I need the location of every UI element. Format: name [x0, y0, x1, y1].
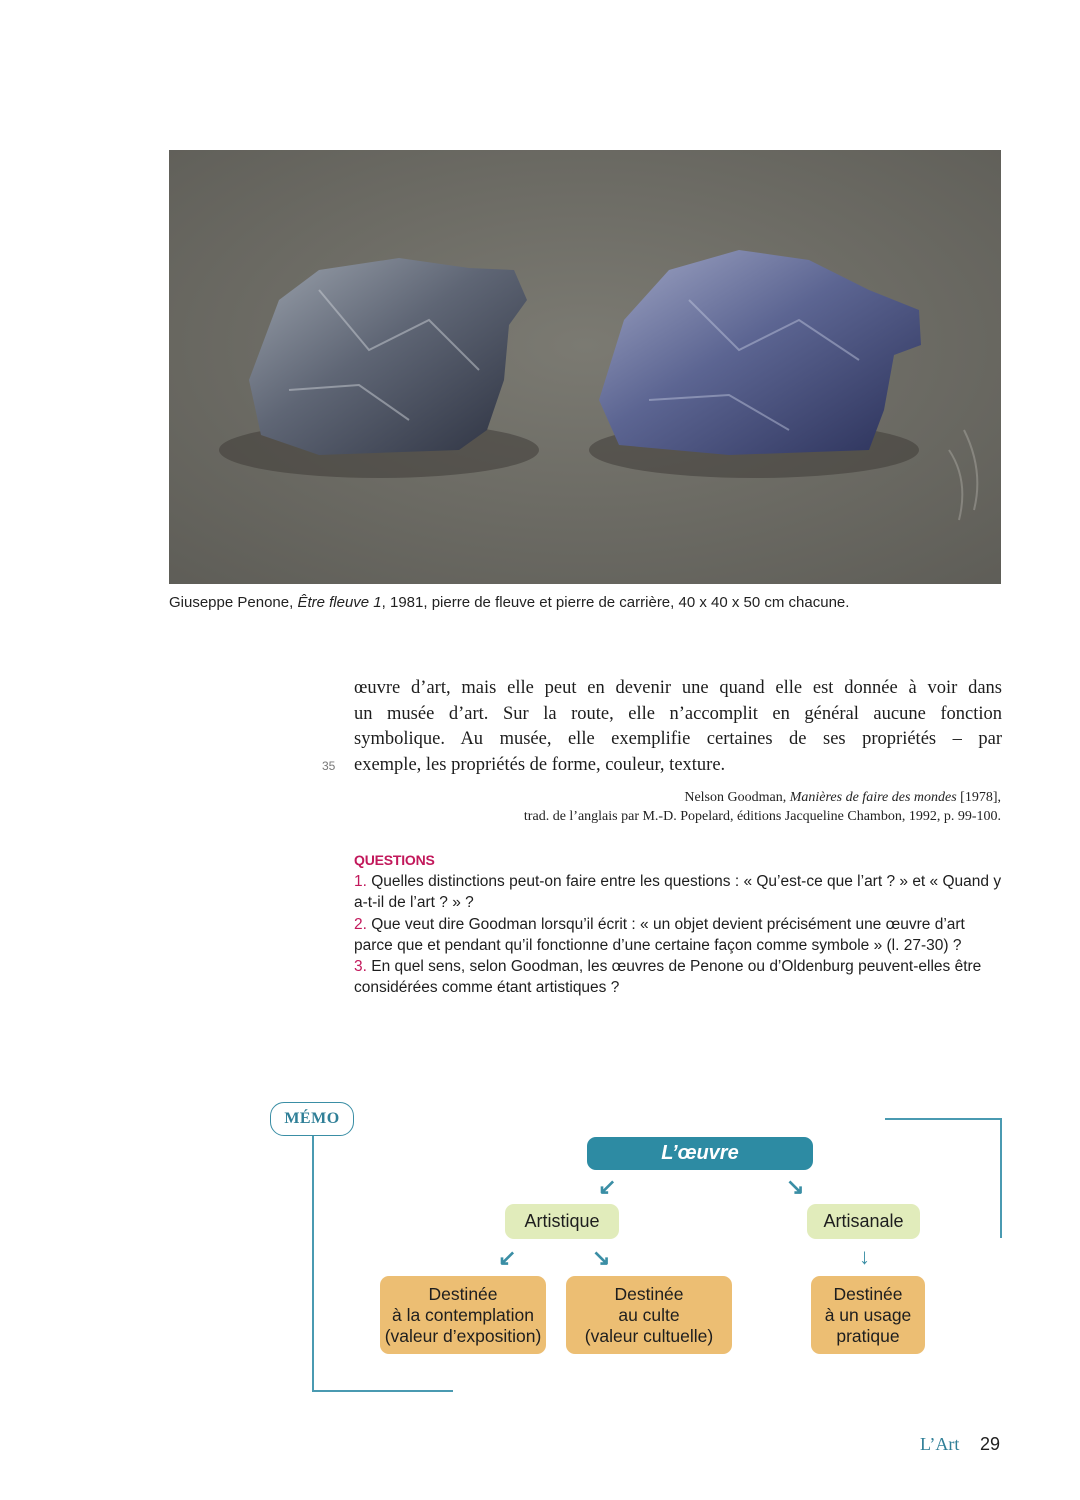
excerpt-text	[354, 676, 1002, 779]
line-number: 35	[322, 759, 336, 773]
memo-frame-bottom	[312, 1390, 453, 1392]
memo-frame-top	[885, 1118, 1001, 1120]
leaf-contemplation	[380, 1276, 546, 1354]
leaf-line: Destinée	[428, 1283, 498, 1304]
artwork-photo	[169, 150, 1001, 584]
memo-frame-left	[312, 1136, 314, 1391]
diagram-root: L’œuvre	[587, 1137, 813, 1170]
leaf-line: (valeur d’exposition)	[384, 1325, 542, 1346]
question-text: En quel sens, selon Goodman, les œuvres de Penone ou d’Oldenburg peuvent-elles être considérées comme étant artistiques ?	[354, 958, 982, 997]
arrow-down-right-icon: ↘	[786, 1174, 805, 1199]
leaf-culte	[566, 1276, 732, 1354]
caption-details: , 1981, pierre de fleuve et pierre de carrière, 40 x 40 x 50 cm chacune.	[381, 594, 850, 611]
excerpt-line: œuvre d’art, mais elle peut en devenir une quand elle est donnée à voir dans	[354, 678, 1002, 698]
memo-tag: MÉMO	[270, 1102, 354, 1136]
arrow-down-left-icon: ↙	[498, 1245, 517, 1270]
source-author: Nelson Goodman,	[684, 790, 790, 805]
branch-artistique: Artistique	[505, 1204, 619, 1239]
leaf-line: au culte	[618, 1304, 680, 1325]
questions-heading: QUESTIONS	[354, 852, 435, 868]
leaf-line: Destinée	[833, 1283, 903, 1304]
question-item	[354, 914, 1004, 956]
running-footer-section: L’Art	[920, 1434, 960, 1454]
question-number: 1.	[354, 873, 367, 891]
source-reference	[524, 789, 1001, 826]
question-number: 3.	[354, 958, 367, 976]
caption-title: Être fleuve 1	[297, 594, 382, 611]
source-line-1	[524, 789, 1001, 808]
leaf-line: à la contemplation	[391, 1304, 535, 1325]
caption-author: Giuseppe Penone,	[169, 594, 298, 611]
excerpt-line: exemple, les propriétés de forme, couleur, texture.	[354, 755, 726, 776]
page-number: 29	[980, 1434, 1001, 1454]
stones-illustration	[169, 150, 1001, 584]
branch-artisanale: Artisanale	[807, 1204, 920, 1239]
leaf-line: pratique	[836, 1325, 900, 1346]
leaf-line: Destinée	[614, 1283, 684, 1304]
source-book: Manières de faire des mondes	[789, 790, 957, 805]
excerpt-line: un musée d’art. Sur la route, elle n’accomplit en général aucune fonction	[354, 703, 1002, 724]
arrow-down-icon: ↓	[859, 1244, 870, 1269]
arrow-down-left-icon: ↙	[598, 1174, 617, 1199]
source-line-2: trad. de l’anglais par M.-D. Popelard, éditions Jacqueline Chambon, 1992, p. 99-100.	[523, 808, 1001, 824]
leaf-line: (valeur cultuelle)	[584, 1325, 714, 1346]
question-text: Que veut dire Goodman lorsqu’il écrit : « un objet devient précisément une œuvre d’art parce que et pendant qu’il fonctionne d’une certaine façon comme symbole » (l. 27-30) ?	[354, 915, 965, 954]
source-year: [1978],	[956, 790, 1001, 805]
leaf-usage	[811, 1276, 925, 1354]
excerpt-line: symbolique. Au musée, elle exemplifie certaines de ses propriétés – par	[354, 729, 1002, 750]
questions-section	[354, 850, 1004, 998]
question-item	[354, 871, 1004, 913]
memo-frame-right	[1000, 1118, 1002, 1238]
question-item	[354, 956, 1004, 998]
photo-caption	[169, 594, 1049, 611]
question-text: Quelles distinctions peut-on faire entre les questions : « Qu’est-ce que l’art ? » et « Quand y a-t-il de l’art ? » ?	[354, 873, 1002, 912]
question-number: 2.	[354, 915, 367, 933]
arrow-down-right-icon: ↘	[592, 1245, 611, 1270]
leaf-line: à un usage	[824, 1304, 912, 1325]
